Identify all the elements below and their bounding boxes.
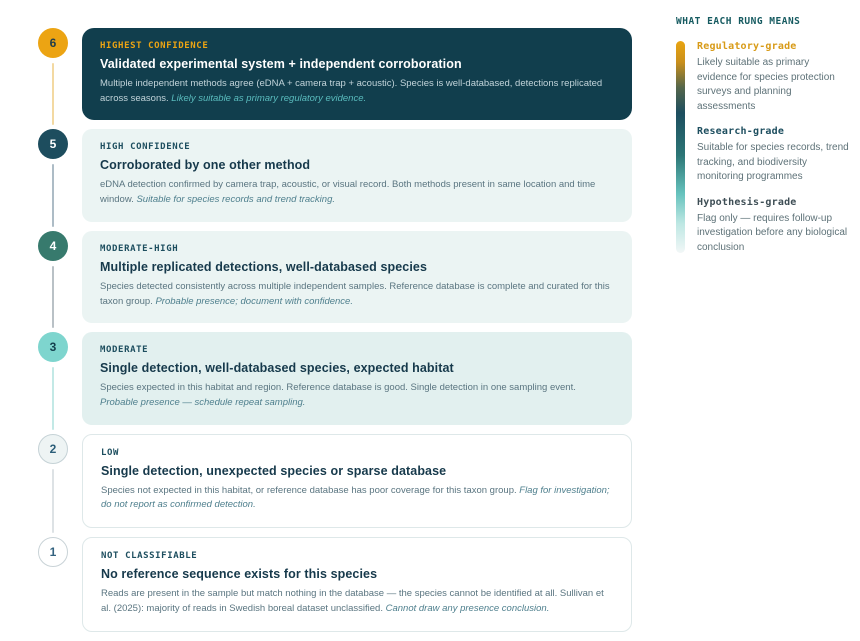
- legend-entry-description: Likely suitable as primary evidence for species protection surveys and planning assessments: [697, 57, 835, 112]
- rung-body-text: Species detected consistently across multiple independent samples. Reference database is complete and curated for this taxon group.: [100, 280, 610, 307]
- rung-connector-line: [52, 266, 54, 328]
- legend-entry-description: Suitable for species records, trend tracking, and biodiversity monitoring programmes: [697, 142, 849, 182]
- legend-entry-description: Flag only — requires follow-up investigation before any biological conclusion: [697, 212, 848, 253]
- rung-guidance-note: Probable presence — schedule repeat sampling.: [100, 397, 306, 409]
- rung-body-text: Species expected in this habitat and region. Reference database is good. Single detection in one sampling event.: [100, 382, 576, 394]
- rung-rail-4: [38, 231, 68, 323]
- rung-rail-1: [38, 537, 68, 631]
- rung-label: HIGHEST CONFIDENCE: [100, 41, 209, 51]
- rung-body-text: Multiple independent methods agree (eDNA + camera trap + acoustic). Species is well-databased, detections replicated across seasons.: [100, 78, 603, 104]
- rung-guidance-note: Flag for investigation; do not report as confirmed detection.: [101, 484, 610, 511]
- rung-label: HIGH CONFIDENCE: [100, 142, 191, 153]
- rung-number-badge-6: 6: [38, 28, 68, 58]
- rung-label: NOT CLASSIFIABLE: [101, 551, 198, 562]
- rung-title: Validated experimental system + independent corroboration: [100, 57, 462, 71]
- rung-row-3: [38, 332, 632, 424]
- legend-title: WHAT EACH RUNG MEANS: [676, 16, 801, 27]
- rung-title: Multiple replicated detections, well-databased species: [100, 259, 428, 274]
- rung-guidance-note: Cannot draw any presence conclusion.: [385, 602, 550, 614]
- rung-card-high-confidence: [82, 129, 632, 221]
- rung-body-text: eDNA detection confirmed by camera trap, acoustic, or visual record. Both methods present in same location and time window.: [100, 179, 596, 206]
- rung-number-badge-2: 2: [38, 434, 68, 464]
- rung-card-not-classifiable: [82, 537, 632, 631]
- rung-number-badge-5: 5: [38, 129, 68, 159]
- rung-description: [100, 381, 614, 410]
- rung-row-2: [38, 434, 632, 528]
- legend-entry-heading: Hypothesis-grade: [697, 196, 797, 208]
- rung-rail-3: [38, 332, 68, 424]
- confidence-gradient-bar: [676, 41, 685, 253]
- rung-title: Single detection, unexpected species or sparse database: [101, 463, 447, 478]
- rung-guidance-note: Suitable for species records and trend tracking.: [136, 194, 336, 206]
- rung-label: MODERATE-HIGH: [100, 243, 179, 254]
- rung-label: LOW: [101, 447, 120, 458]
- rung-number-badge-1: 1: [38, 537, 68, 567]
- rung-body-text: Reads are present in the sample but match nothing in the database — the species cannot be identified at all. Sullivan et al. (2025): majority of reads in Swedish boreal dataset unclassified.: [101, 588, 604, 614]
- rung-title: Single detection, well-databased species, expected habitat: [100, 361, 454, 376]
- rung-row-1: [38, 537, 632, 631]
- rung-guidance-note: Likely suitable as primary regulatory evidence.: [171, 92, 367, 104]
- rung-row-5: [38, 129, 632, 221]
- rung-rail-2: [38, 434, 68, 528]
- rung-connector-line: [52, 469, 54, 533]
- rung-number-badge-4: 4: [38, 231, 68, 261]
- rung-card-moderate-high: [82, 231, 632, 323]
- rung-row-4: [38, 231, 632, 323]
- rung-rail-6: [38, 28, 68, 120]
- legend-body: [676, 41, 856, 255]
- rung-card-highest-confidence: [82, 28, 632, 120]
- rung-row-6: [38, 28, 632, 120]
- rung-description: [100, 280, 614, 309]
- rung-connector-line: [52, 63, 54, 125]
- rung-number-badge-3: 3: [38, 332, 68, 362]
- legend-entry-regulatory: [697, 41, 852, 114]
- legend-entry-research: [697, 126, 852, 185]
- rung-connector-line: [52, 367, 54, 429]
- rung-description: [100, 77, 614, 106]
- rung-card-low: [82, 434, 632, 528]
- rung-connector-line: [52, 164, 54, 226]
- rung-description: [100, 178, 614, 207]
- rung-title: No reference sequence exists for this species: [101, 567, 378, 582]
- rung-description: [101, 587, 613, 616]
- rung-description: [101, 484, 613, 513]
- rung-title: Corroborated by one other method: [100, 158, 311, 173]
- legend-sidebar: [676, 0, 856, 255]
- legend-entry-hypothesis: [697, 197, 852, 256]
- rung-rail-5: [38, 129, 68, 221]
- legend-entry-heading: Research-grade: [697, 126, 785, 137]
- rung-card-moderate: [82, 332, 632, 424]
- legend-entry-heading: Regulatory-grade: [697, 41, 797, 52]
- rung-label: MODERATE: [100, 345, 149, 356]
- rung-guidance-note: Probable presence; document with confidence.: [155, 295, 353, 307]
- rung-body-text: Species not expected in this habitat, or reference database has poor coverage for this taxon group.: [101, 484, 517, 496]
- legend-entries: [697, 41, 852, 255]
